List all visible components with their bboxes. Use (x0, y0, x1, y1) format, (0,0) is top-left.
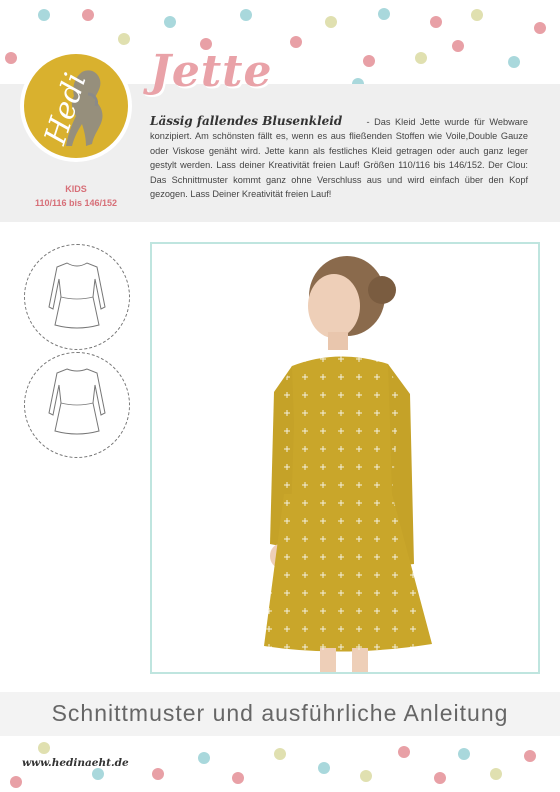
dress-front-icon (25, 245, 129, 349)
size-range: 110/116 bis 146/152 (34, 198, 118, 208)
website-url[interactable]: www.hedinaeht.de (22, 757, 129, 769)
brand-logo (24, 54, 128, 158)
logo-text: Hedi (38, 68, 94, 149)
size-info (24, 182, 128, 210)
sketch-back (24, 352, 130, 458)
dress-back-icon (25, 353, 129, 457)
pattern-subtitle: Lässig fallendes Blusenkleid (150, 114, 343, 128)
description (150, 114, 528, 201)
pattern-title: Jette (150, 46, 273, 97)
sketch-front (24, 244, 130, 350)
description-lead: - Das Kleid Jette wurde für (362, 117, 485, 127)
description-body: Webware konzipiert. Am schönsten fällt es, wenn es aus fließenden Stoffen wie Voile,Double Gauze oder Viskose genäht wird. Jette kann als festliches Kleid getragen oder auch ganz leger gestylt werden. Lass deiner Kreativität freien Lauf! Größen 110/116 bis 146/152. Der Clou: Das Schnittmuster kommt ganz ohne Verschluss aus und wird einfach über den Kopf gezogen. Lass Deiner Kreativität freien Lauf! (150, 117, 528, 200)
footer-tagline: Schnittmuster und ausführliche Anleitung (51, 700, 509, 726)
girl-in-dress-illustration (152, 244, 538, 672)
size-category: KIDS (65, 184, 87, 194)
model-photo (150, 242, 540, 674)
